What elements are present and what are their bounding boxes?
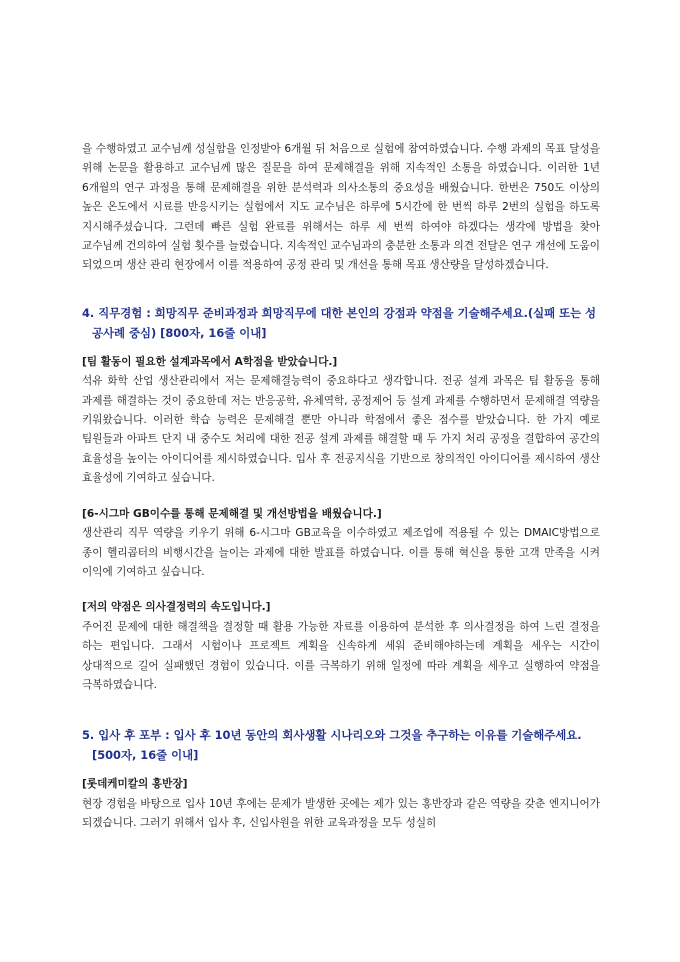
section-5-heading-1: [롯데케미칼의 홍반장]	[82, 778, 188, 791]
section-5-block-1	[82, 775, 600, 833]
section-4-heading-1: [팀 활동이 필요한 설계과목에서 A학점을 받았습니다.]	[82, 355, 338, 368]
question-5-title: 5. 입사 후 포부 : 입사 후 10년 동안의 회사생활 시나리오와 그것을 추구하는 이유를 기술해주세요.[500자, 16줄 이내]	[82, 728, 582, 763]
section-4-block-3	[82, 598, 600, 695]
intro-paragraph: 을 수행하였고 교수님께 성실함을 인정받아 6개월 뒤 처음으로 실험에 참여하였습니다. 수행 과제의 목표 달성을 위해 논문을 활용하고 교수님께 많은 질문을 하여 문제해결을 위해 지속적인 소통을 하였습니다. 이러한 1년 6개월의 연구 과정을 통해 문제해결을 위한 분석력과 의사소통의 중요성을 배웠습니다. 한번은 750도 이상의 높은 온도에서 시료를 반응시키는 실험에서 지도 교수님은 하루에 5시간에 한 번씩 하루 2번의 실험을 하도록 지시해주셨습니다. 그런데 빠른 실험 완료를 위해서는 하루 세 번씩 하여야 하겠다는 생각에 방법을 찾아 교수님께 건의하여 실험 횟수를 늘렸습니다. 지속적인 교수님과의 충분한 소통과 의견 전달은 연구 개선에 도움이 되었으며 생산 관리 현장에서 이를 적용하여 공정 관리 및 개선을 통해 목표 생산량을 달성하겠습니다.	[82, 143, 600, 272]
section-4-body-2: 생산관리 직무 역량을 키우기 위해 6-시그마 GB교육을 이수하였고 제조업에 적용될 수 있는 DMAIC방법으로 종이 헬리콥터의 비행시간을 늘이는 과제에 대한 발표를 하였습니다. 이를 통해 혁신을 통한 고객 만족을 시켜 이익에 기여하고 싶습니다.	[82, 527, 600, 578]
section-4-heading-3: [저의 약점은 의사결정력의 속도입니다.]	[82, 601, 271, 614]
document-content	[82, 140, 600, 834]
section-4-heading-2: [6-시그마 GB이수를 통해 문제해결 및 개선방법을 배웠습니다.]	[82, 507, 382, 520]
section-4-block-2	[82, 505, 600, 583]
section-4-body-3: 주어진 문제에 대한 해결책을 결정할 때 활용 가능한 자료를 이용하여 분석한 후 의사결정을 하여 느린 결정을 하는 편입니다. 그래서 시험이나 프로젝트 계획을 신속하게 세워 준비해야하는데 계획을 세우는 시간이 상대적으로 길어 실패했던 경험이 있습니다. 이를 극복하기 위해 일정에 따라 계획을 세우고 실행하여 약점을 극복하였습니다.	[82, 620, 600, 691]
question-4-title: 4. 직무경험 : 희망직무 준비과정과 희망직무에 대한 본인의 강점과 약점을 기술해주세요.(실패 또는 성공사례 중심) [800자, 16줄 이내]	[82, 305, 597, 340]
section-4-block-1	[82, 353, 600, 489]
section-5-body-1: 현장 경험을 바탕으로 입사 10년 후에는 문제가 발생한 곳에는 제가 있는 홍반장과 같은 역량을 갖춘 엔지니어가 되겠습니다. 그러기 위해서 입사 후, 신입사원을 위한 교육과정을 모두 성실히	[82, 797, 600, 830]
section-4-body-1: 석유 화학 산업 생산관리에서 저는 문제해결능력이 중요하다고 생각합니다. 전공 설계 과목은 팀 활동을 통해 과제를 해결하는 것이 중요한데 저는 반응공학, 유체역학, 공정제어 등 설계 과제를 수행하면서 문제해결 역량을 키워왔습니다. 이러한 학습 능력은 문제해결 뿐만 아니라 학점에서 좋은 점수를 받았습니다. 한 가지 예로 팀원들과 아파트 단지 내 중수도 처리에 대한 전공 설계 과제를 해결할 때 두 가지 처리 공정을 결합하여 공간의 효율성을 높이는 아이디어를 제시하였습니다. 입사 후 전공지식을 기반으로 창의적인 아이디어를 제시하여 생산 효율성에 기여하고 싶습니다.	[82, 375, 600, 485]
